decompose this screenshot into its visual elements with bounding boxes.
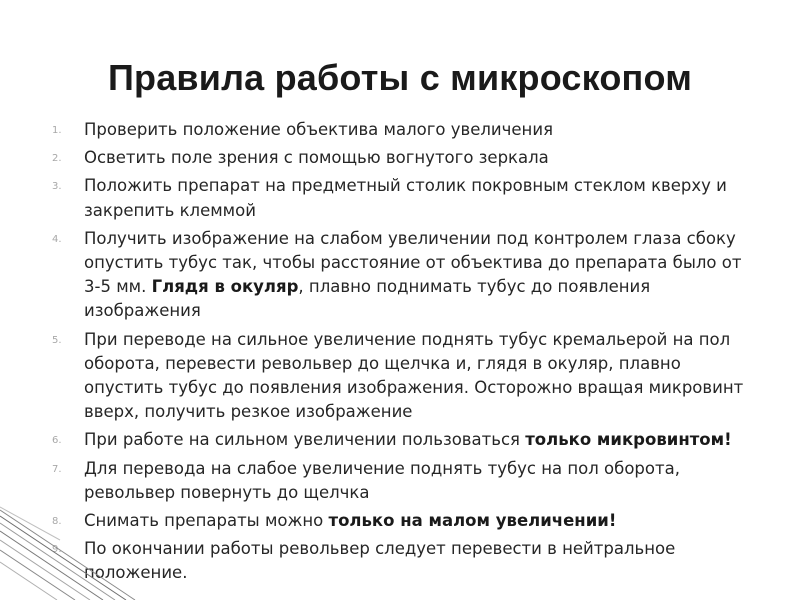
rule-number: 8. (52, 516, 62, 528)
rule-item (52, 537, 757, 585)
rule-number: 4. (52, 233, 62, 245)
rule-emphasis: только на малом увеличении! (328, 511, 617, 531)
rule-text: Проверить положение объектива малого увеличения (84, 120, 553, 139)
rule-item (52, 118, 757, 142)
rule-number: 1. (52, 125, 62, 136)
rule-item (52, 328, 757, 425)
rule-number: 3. (52, 181, 62, 193)
rule-number: 6. (52, 435, 62, 447)
rule-text: Положить препарат на предметный столик покровным стеклом кверху и закрепить клеммой (84, 176, 727, 220)
rule-text: Для перевода на слабое увеличение поднять тубус на пол оборота, револьвер повернуть до щелчка (84, 458, 680, 502)
rule-text: Получить изображение на слабом увеличении под контролем глаза сбоку опустить тубус так, чтобы расстояние от объектива до препарата было от 3-5 мм. (84, 228, 742, 297)
rule-item (52, 457, 757, 505)
rule-text-end: , плавно поднимать тубус до появления изображения (84, 277, 651, 321)
rule-item (52, 428, 757, 452)
rule-text: При переводе на сильное увеличение поднять тубус кремальерой на пол оборота, перевести револьвер до щелчка и, глядя в окуляр, плавно опустить тубус до появления изображения. Осторожно вращая микровинт вверх, получить резкое изображение (84, 329, 744, 422)
rule-text: По окончании работы револьвер следует перевести в нейтральное положение. (84, 539, 676, 583)
rule-text: Осветить поле зрения с помощью вогнутого зеркала (84, 148, 549, 168)
rule-emphasis: только микровинтом! (525, 430, 732, 450)
rule-text: Снимать препараты можно (84, 511, 329, 531)
rule-emphasis: Глядя в окуляр (151, 277, 299, 297)
rule-item (52, 509, 757, 533)
rule-item (52, 227, 757, 324)
rule-number: 7. (52, 463, 62, 475)
rule-item (52, 146, 757, 170)
rule-number: 2. (52, 153, 62, 165)
slide-title: Правила работы с микроскопом (107, 57, 693, 98)
rule-text: При работе на сильном увеличении пользоваться (84, 430, 526, 450)
rule-number: 5. (52, 334, 62, 346)
rules-list (52, 118, 757, 590)
rule-number: 9. (52, 544, 62, 556)
rule-item (52, 174, 757, 222)
